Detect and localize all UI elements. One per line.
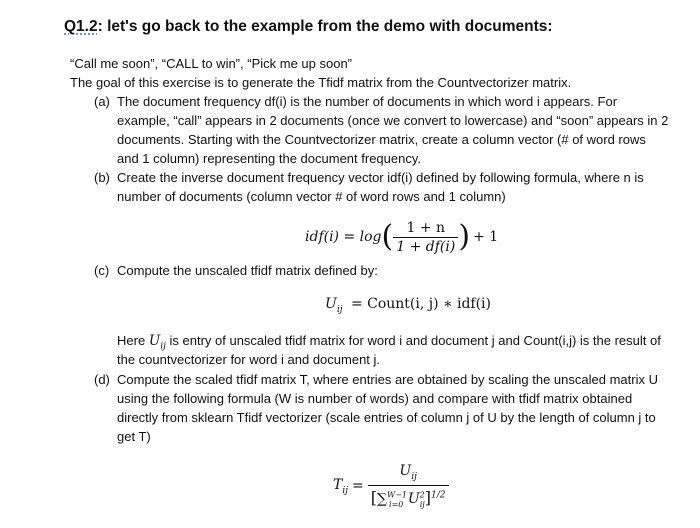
u-formula: [325, 296, 491, 315]
goal-line: The goal of this exercise is to generate the Tfidf matrix from the Countvectorizer matrix.: [70, 75, 572, 90]
idf-denominator: 1 + df(i): [393, 237, 458, 255]
idf-numerator: 1 + n: [406, 219, 446, 236]
part-d-line-2: using the following formula (W is number of words) and compare with tfidf matrix obtained: [117, 391, 633, 406]
part-c-label: (c): [94, 263, 110, 278]
question-heading: [64, 18, 553, 36]
part-d-line-1: Compute the scaled tfidf matrix T, where entries are obtained by scaling the unscaled matrix U: [117, 372, 658, 387]
part-a-line-3: documents. Starting with the Countvectorizer matrix, create a column vector (# of word rows: [117, 132, 646, 147]
documents-line: “Call me soon”, “CALL to win”, “Pick me up soon”: [70, 56, 353, 71]
part-a-line-2: example, “call” appears in 2 documents (once we convert to lowercase) and “soon” appears in 2: [117, 113, 669, 128]
t-numerator: $U_{ij}$: [399, 463, 417, 482]
part-b-label: (b): [94, 170, 110, 185]
t-formula: [333, 458, 449, 514]
part-c-line-1: Compute the unscaled tfidf matrix defined by:: [117, 263, 378, 278]
part-d-label: (d): [94, 372, 110, 387]
idf-tail: + 1: [473, 229, 499, 245]
question-number: Q1.2: [64, 18, 98, 35]
left-paren: (: [381, 219, 394, 254]
question-title: : let's go back to the example from the demo with documents:: [97, 18, 553, 35]
here-after: is entry of unscaled tfidf matrix for word i and document j and Count(i,j) is the result of: [169, 333, 661, 348]
t-lhs: $T_{ij}$: [333, 476, 349, 496]
part-d-line-4: get T): [117, 429, 151, 444]
here-line-2: the countvectorizer for word i and document j.: [117, 352, 381, 367]
part-a-label: (a): [94, 94, 110, 109]
here-u-symbol: $U_{ij}$: [148, 333, 166, 352]
t-fraction: [368, 463, 449, 509]
t-denominator: [∑$^{W-1}_{i=0}$ $U^2_{ij}]^{1/2}$: [368, 485, 449, 509]
u-lhs-subscript: ij: [336, 304, 343, 315]
part-b-line-1: Create the inverse document frequency vector idf(i) defined by following formula, where n is: [117, 170, 644, 185]
idf-formula: [305, 210, 498, 264]
t-equals: =: [352, 478, 364, 494]
idf-lhs: idf(i) = log: [305, 229, 382, 245]
part-b-line-2: number of documents (column vector # of word rows and 1 column): [117, 189, 506, 204]
here-before: Here: [117, 333, 146, 348]
idf-fraction: [393, 220, 458, 255]
part-a-line-1: The document frequency df(i) is the number of documents in which word i appears. For: [117, 94, 618, 109]
u-rhs: = Count(i, j) ∗ idf(i): [350, 296, 491, 312]
part-d-line-3: directly from sklearn Tfidf vectorizer (scale entries of column j of U by the length of column j to: [117, 410, 656, 425]
right-paren: ): [458, 219, 471, 254]
u-lhs: U: [325, 296, 337, 312]
part-a-line-4: and 1 column) representing the document frequency.: [117, 151, 421, 166]
